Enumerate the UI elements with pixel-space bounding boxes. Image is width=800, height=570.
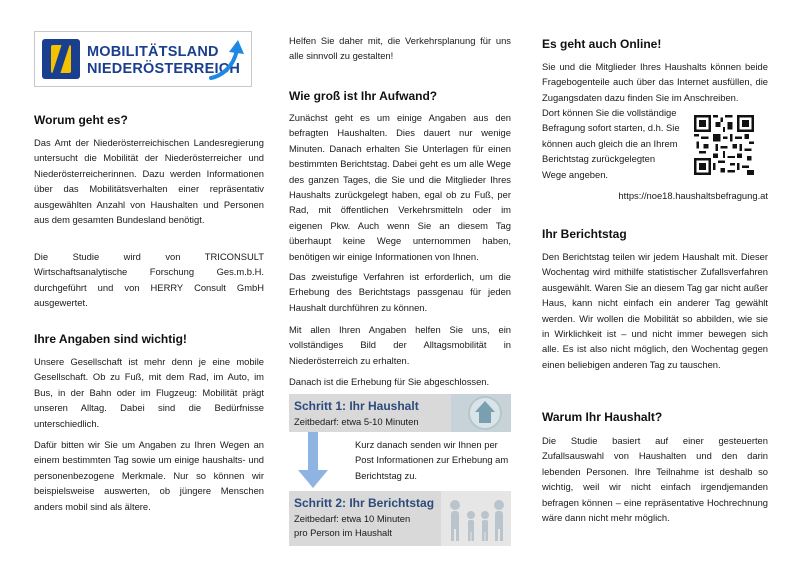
online-line-4: Berichtstag zurückgelegten	[542, 153, 656, 165]
upward-arrow-icon	[207, 38, 247, 82]
angaben-paragraph-2: Dafür bitten wir Sie um Angaben zu Ihren Wegen an einem bestimmten Tag sowie um einige haushalts- und personenbezogene Merkmale. Nur so können wir beispielsweise auswerten, ob jüngere Menschen anders mobil sind als ältere.	[34, 439, 264, 512]
heading-berichtstag: Ihr Berichtstag	[542, 227, 627, 241]
worum-paragraph-1: Das Amt der Niederösterreichischen Landesregierung untersucht die Mobilität der Niederösterreicher und Niederösterreicherinnen. Dazu werden Informationen über das Mobilitätsverhalten einer repräsentativ ausgewählten Anzahl von Haushalten und Personen aus dem gesamten Bundesland benötigt.	[34, 137, 264, 226]
online-paragraph-2	[542, 105, 692, 182]
heading-worum: Worum geht es?	[34, 113, 128, 127]
noe-logo-icon	[42, 39, 80, 79]
aufwand-paragraph-1: Zunächst geht es um einige Angaben aus den befragten Haushalten. Dies dauert nur wenige Minuten. Danach erhalten Sie Unterlagen für einen bestimmten Berichtstag. Dabei geht es um alle Wege des ganzen Tages, die Sie und die Mitglieder Ihres Haushalts zurückgelegt haben, egal ob zu Fuß, per Rad, mit öffentlichen Verkehrsmitteln oder im eigenen Pkw. Auch wenn Sie an diesem Tag überhaupt keine Wege unternommen haben, benötigen wir einige Informationen von Ihnen.	[289, 112, 511, 262]
step-2-box	[289, 491, 511, 546]
aufwand-paragraph-3: Mit allen Ihren Angaben helfen Sie uns, ein vollständiges Bild der Alltagsmobilität in Niederösterreich zu erhalten.	[289, 324, 511, 366]
logo-line1: MOBILITÄTSLAND	[87, 44, 219, 60]
qr-code-icon[interactable]	[694, 115, 754, 175]
house-icon	[451, 394, 511, 432]
online-line-1: Dort können Sie die vollständige	[542, 107, 677, 118]
step-2-per-person: pro Person im Haushalt	[294, 527, 392, 538]
heading-online: Es geht auch Online!	[542, 37, 662, 51]
online-paragraph-1: Sie und die Mitglieder Ihres Haushalts können beide Fragebogenteile auch über das Internet ausfüllen, die Zugangsdaten dazu finden Sie im Anschreiben.	[542, 61, 768, 103]
down-arrow-icon	[295, 432, 331, 490]
worum-paragraph-2: Die Studie wird von TRICONSULT Wirtschaftsanalytische Forschung Ges.m.b.H. durchgeführt und von HERRY Consult GmbH ausgewertet.	[34, 251, 264, 309]
heading-haushalt: Warum Ihr Haushalt?	[542, 410, 663, 424]
aufwand-paragraph-4: Danach ist die Erhebung für Sie abgeschlossen.	[289, 376, 490, 387]
online-line-4-wrap	[542, 151, 692, 166]
step-1-duration: Zeitbedarf: etwa 5-10 Minuten	[294, 416, 419, 427]
online-line-2: Befragung sofort starten, d.h. Sie	[542, 122, 680, 134]
family-icon	[441, 491, 511, 546]
logo-line2: NIEDERÖSTERREICH	[87, 61, 241, 77]
step-2-duration: Zeitbedarf: etwa 10 Minuten	[294, 513, 411, 524]
heading-aufwand: Wie groß ist Ihr Aufwand?	[289, 89, 438, 103]
step-1-box	[289, 394, 511, 432]
online-line-5: Wege angeben.	[542, 168, 609, 180]
online-line-3: können auch gleich die an Ihrem	[542, 137, 678, 149]
step-1-title: Schritt 1: Ihr Haushalt	[294, 399, 419, 413]
berichtstag-paragraph: Den Berichtstag teilen wir jedem Haushalt mit. Dieser Wochentag wird mithilfe statistischer Zufallsverfahren ausgewählt. Waren Sie an diesem Tag gar nicht außer Haus, kann nicht einfach ein anderer Tag gewählt werden. Wir wollen die Mobilität so abbilden, wie sie in Wirklichkeit ist – und nicht immer bewegen sich alle. Es ist also nicht möglich, den Wochentag gegen einen beliebigen anderen Tag zu tauschen.	[542, 251, 768, 370]
intro-paragraph: Helfen Sie daher mit, die Verkehrsplanung für uns alle sinnvoll zu gestalten!	[289, 35, 511, 62]
aufwand-paragraph-2: Das zweistufige Verfahren ist erforderlich, um die Erhebung des Berichtstags passgenau für jeden Haushalt durchführen zu können.	[289, 271, 511, 313]
step-note: Kurz danach senden wir Ihnen per Post Informationen zur Erhebung am Berichtstag zu.	[355, 439, 509, 481]
logo	[34, 31, 252, 87]
survey-url[interactable]: https://noe18.haushaltsbefragung.at	[618, 190, 768, 201]
haushalt-paragraph: Die Studie basiert auf einer gesteuerten Zufallsauswahl von Haushalten und den darin lebenden Personen. Ihre Teilnahme ist deshalb so wichtig, weil wir nicht einfach irgendjemanden befragen können – eine repräsentative Hochrechnung wäre dann nicht mehr möglich.	[542, 435, 768, 524]
step-2-title: Schritt 2: Ihr Berichtstag	[294, 496, 435, 510]
heading-angaben: Ihre Angaben sind wichtig!	[34, 332, 187, 346]
angaben-paragraph-1: Unsere Gesellschaft ist mehr denn je eine mobile Gesellschaft. Ob zu Fuß, mit dem Rad, im Auto, im Bus, in der Bahn oder im Flugzeug: Mobilität prägt unseren Alltag. Dabei sind die Bedürfnisse unterschiedlich.	[34, 356, 264, 429]
